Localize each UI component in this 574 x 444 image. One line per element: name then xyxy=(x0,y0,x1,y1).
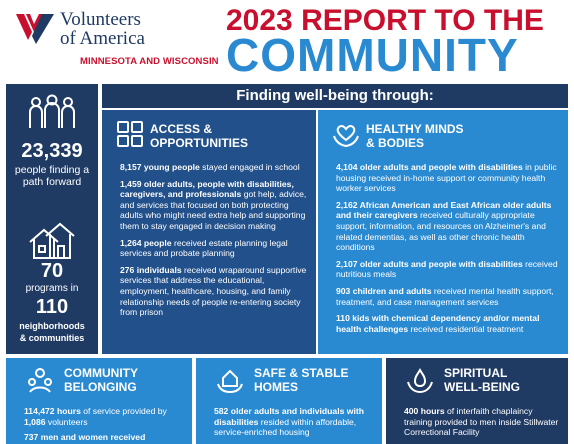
safe-title-1: SAFE & STABLE xyxy=(254,366,349,380)
community-title-2: BELONGING xyxy=(64,380,137,394)
spiritual-title-1: SPIRITUAL xyxy=(444,366,508,380)
access-item-text: received estate planning legal services and probate planning xyxy=(120,237,288,259)
spiritual-title xyxy=(444,366,520,394)
healthy-item-strong: 4,104 older adults and people with disabilities xyxy=(336,162,523,172)
healthy-item xyxy=(336,200,560,253)
access-item-text: got help, advice, and services that focused on both protecting adults who might need extra help and supporting them to stay engaged in decision making xyxy=(120,189,307,231)
neighborhoods-label-2: & communities xyxy=(19,333,85,343)
healthy-item xyxy=(336,162,560,194)
access-item-strong: 276 individuals xyxy=(120,264,182,275)
access-title-1: ACCESS & xyxy=(150,122,213,136)
stats-column xyxy=(6,84,98,354)
access-item-text: received wraparound supportive services that address the educational, employment, healthcare, housing, and family relationship needs of people re-entering society from prison xyxy=(120,264,307,318)
community-title xyxy=(64,366,138,394)
healthy-items xyxy=(336,162,560,340)
people-group-icon xyxy=(26,94,78,130)
house-hands-icon xyxy=(216,366,244,394)
healthy-item-strong: 2,107 older adults and people with disabilities xyxy=(336,258,523,269)
healthy-item-text: received culturally appropriate support, information, and resources on Alzheimer's and related dementias, as well as other chronic health conditions xyxy=(336,210,546,253)
safe-rest: resided within affordable, service-enriched housing xyxy=(214,416,357,438)
voa-logo-icon xyxy=(14,10,58,46)
report-title: 2023 REPORT TO THE xyxy=(226,4,544,37)
access-items xyxy=(120,162,308,324)
healthy-item xyxy=(336,259,560,280)
access-title-2: OPPORTUNITIES xyxy=(150,136,249,150)
access-opportunities-panel xyxy=(102,110,316,354)
spiritual-title-2: WELL-BEING xyxy=(444,380,520,394)
access-item-strong: 1,459 older adults, people with disabilities, caregivers, and professionals xyxy=(120,178,294,200)
spiritual-item xyxy=(404,406,560,438)
community-strong-2: 1,086 xyxy=(24,416,46,427)
puzzle-hands-icon xyxy=(116,120,144,148)
healthy-title-2: & BODIES xyxy=(366,136,425,150)
spiritual-strong: 400 hours xyxy=(404,406,445,416)
logo-line2: of America xyxy=(60,28,145,49)
safe-stable-homes-panel xyxy=(196,358,382,444)
heart-hands-icon xyxy=(332,120,360,148)
access-item xyxy=(120,162,308,173)
people-count: 23,339 xyxy=(21,140,83,162)
community-text xyxy=(24,406,184,444)
flame-hands-icon xyxy=(406,366,434,394)
healthy-item-text: in public housing received in-home support or community health worker services xyxy=(336,162,557,194)
community-item xyxy=(24,406,184,427)
community-strong: 114,472 hours xyxy=(24,406,81,416)
safe-title xyxy=(254,366,348,394)
safe-item xyxy=(214,406,374,438)
section-banner: Finding well-being through: xyxy=(102,84,568,108)
community-belonging-panel xyxy=(6,358,192,444)
access-item-strong: 1,264 people xyxy=(120,237,172,248)
healthy-item xyxy=(336,313,560,334)
access-item xyxy=(120,265,308,318)
healthy-title-1: HEALTHY MINDS xyxy=(366,122,464,136)
logo-subtitle: MINNESOTA AND WISCONSIN xyxy=(80,56,219,67)
logo-line1: Volunteers xyxy=(60,9,141,30)
voa-logo[interactable] xyxy=(14,8,219,68)
safe-text xyxy=(214,406,374,443)
healthy-item-text: received mental health support, treatment, and case management services xyxy=(336,285,554,307)
spiritual-text xyxy=(404,406,560,443)
people-label-1: people finding a xyxy=(14,164,90,176)
programs-count: 70 xyxy=(40,260,64,282)
safe-title-2: HOMES xyxy=(254,380,299,394)
neighborhoods-label-1: neighborhoods xyxy=(19,321,85,331)
spiritual-rest: of interfaith chaplaincy training provided to men inside Stillwater Correctional Facility xyxy=(404,406,559,438)
community-item xyxy=(24,432,184,443)
people-circle-icon xyxy=(26,366,54,394)
access-item xyxy=(120,238,308,259)
houses-icon xyxy=(28,222,76,262)
healthy-item-strong: 110 kids with chemical dependency and/or mental health challenges xyxy=(336,313,540,334)
healthy-item xyxy=(336,286,560,307)
healthy-title xyxy=(366,122,464,150)
people-label-2: path forward xyxy=(22,176,82,188)
healthy-item-text: received nutritious meals xyxy=(336,258,558,280)
header xyxy=(0,0,574,82)
access-item xyxy=(120,179,308,232)
access-item-strong: 8,157 young people xyxy=(120,162,200,172)
healthy-item-text: received residential treatment xyxy=(408,323,524,334)
logo-wordmark xyxy=(60,10,145,48)
community-line-2: 737 men and women received xyxy=(24,432,146,443)
healthy-minds-panel xyxy=(318,110,568,354)
community-text-1: of service provided by xyxy=(80,406,167,416)
neighborhoods-count: 110 xyxy=(35,296,69,318)
report-title-community: COMMUNITY xyxy=(226,29,519,81)
programs-label: programs in xyxy=(25,283,79,294)
access-item-text: stayed engaged in school xyxy=(199,162,300,172)
safe-strong: 582 older adults and individuals with disabilities xyxy=(214,406,364,427)
healthy-item-strong: 2,162 African American and East African older adults and their caregivers xyxy=(336,199,552,221)
healthy-item-strong: 903 children and adults xyxy=(336,285,432,296)
access-title xyxy=(150,122,248,150)
spiritual-wellbeing-panel xyxy=(386,358,568,444)
community-text-2: volunteers xyxy=(45,416,88,427)
community-title-1: COMMUNITY xyxy=(64,366,138,380)
